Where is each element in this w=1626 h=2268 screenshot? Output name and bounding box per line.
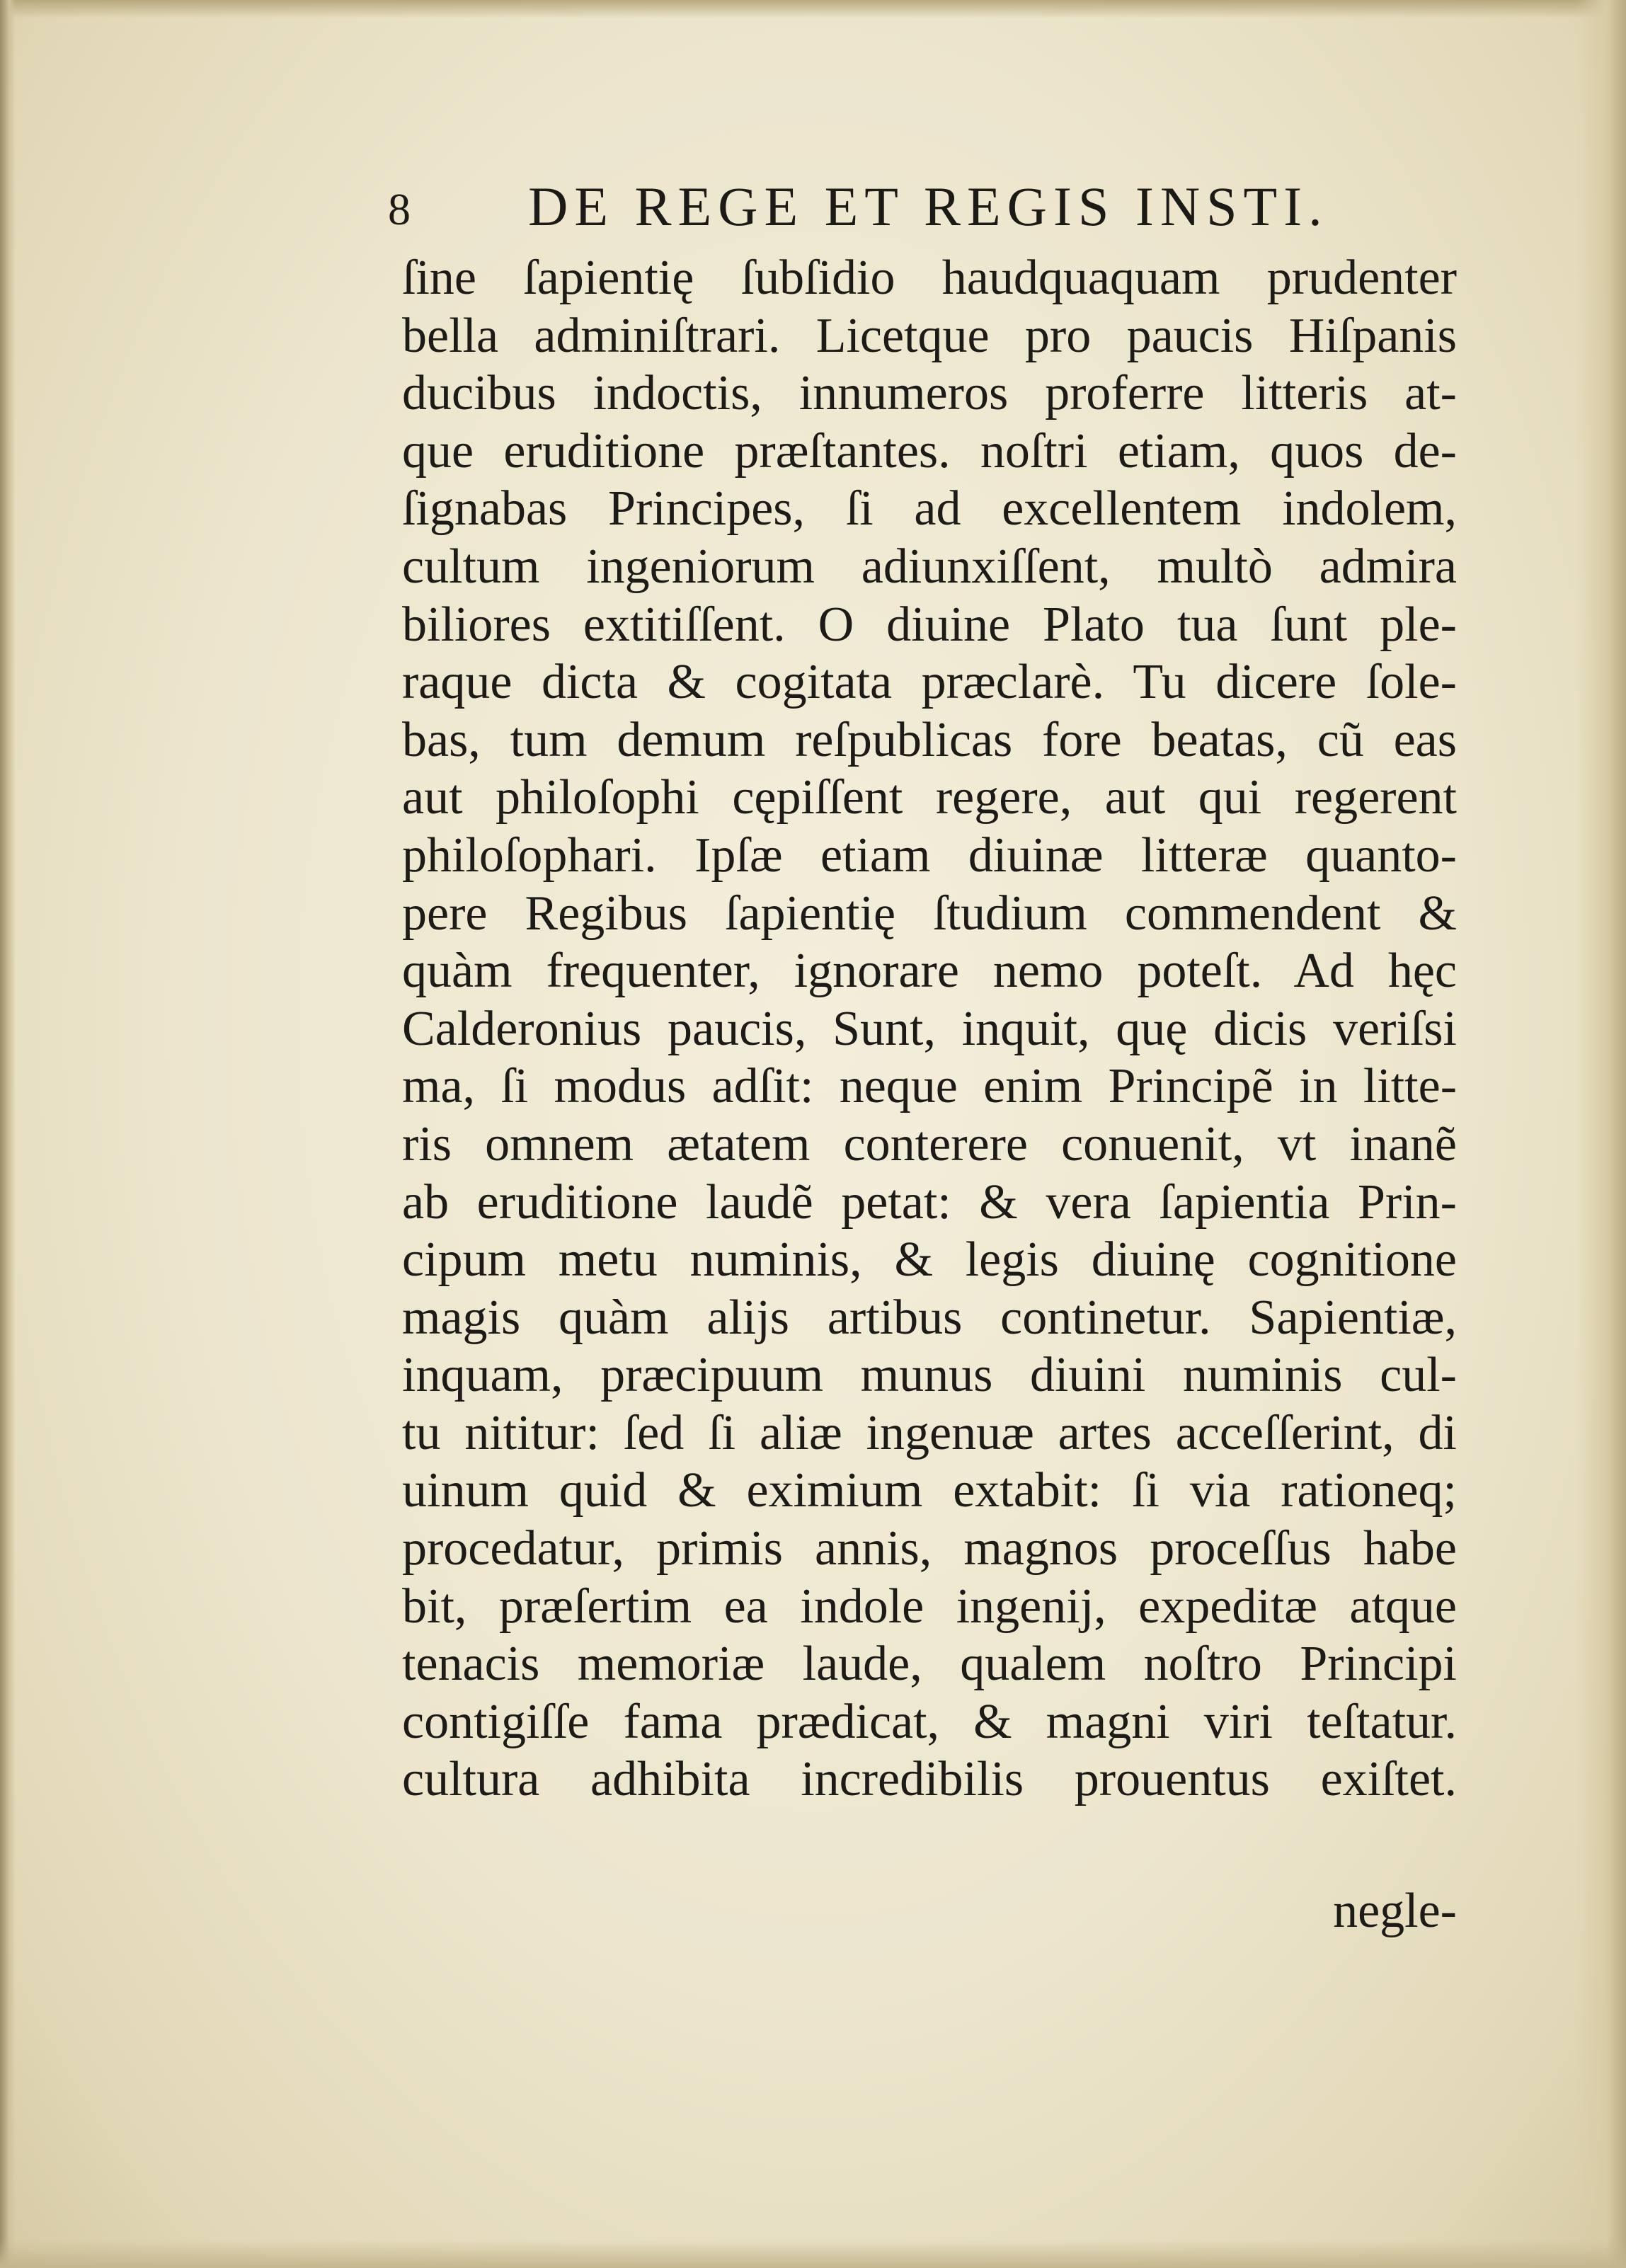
text-line: pere Regibus ſapientię ſtudium commendent & bbox=[402, 886, 1457, 941]
page-edge-top bbox=[0, 0, 1626, 18]
catchword: negle- bbox=[1333, 1884, 1457, 1938]
text-line: quàm frequenter, ignorare nemo poteſt. Ad hęc bbox=[402, 944, 1457, 999]
text-line: Calderonius paucis, Sunt, inquit, quę dicis veriſsi bbox=[402, 1001, 1457, 1056]
text-line: tenacis memoriæ laude, qualem noſtro Principi bbox=[402, 1637, 1457, 1692]
page-header bbox=[388, 168, 1450, 246]
text-line: que eruditione præſtantes. noſtri etiam, quos de- bbox=[402, 423, 1457, 479]
page-edge-left bbox=[0, 0, 16, 2268]
running-title: DE REGE ET REGIS INSTI. bbox=[528, 176, 1329, 237]
body-text bbox=[402, 249, 1457, 1809]
text-line: ris omnem ætatem conterere conuenit, vt inanẽ bbox=[402, 1116, 1457, 1172]
text-line: bit, præſertim ea indole ingenij, expeditæ atque bbox=[402, 1579, 1457, 1634]
text-line: uinum quid & eximium extabit: ſi via rationeq; bbox=[402, 1463, 1457, 1518]
text-line: cipum metu numinis, & legis diuinę cognitione bbox=[402, 1232, 1457, 1288]
text-line: aut philoſophi cępiſſent regere, aut qui regerent bbox=[402, 770, 1457, 825]
text-line: philoſophari. Ipſæ etiam diuinæ litteræ quanto- bbox=[402, 827, 1457, 883]
text-line: cultura adhibita incredibilis prouentus exiſtet. bbox=[402, 1752, 1457, 1807]
text-line: bas, tum demum reſpublicas fore beatas, cũ eas bbox=[402, 712, 1457, 767]
text-line: ducibus indoctis, innumeros proferre litteris at- bbox=[402, 366, 1457, 421]
text-line: ab eruditione laudẽ petat: & vera ſapientia Prin- bbox=[402, 1174, 1457, 1230]
text-line: biliores extitiſſent. O diuine Plato tua ſunt ple- bbox=[402, 597, 1457, 652]
page-edge-right bbox=[1576, 0, 1626, 2268]
text-line: inquam, præcipuum munus diuini numinis cul- bbox=[402, 1348, 1457, 1403]
text-line: ſine ſapientię ſubſidio haudquaquam prudenter bbox=[402, 251, 1457, 305]
page-number: 8 bbox=[388, 184, 411, 234]
text-line: cultum ingeniorum adiunxiſſent, multò admira bbox=[402, 539, 1457, 594]
text-line: ma, ſi modus adſit: neque enim Principẽ in litte- bbox=[402, 1059, 1457, 1114]
text-line: bella adminiſtrari. Licetque pro paucis Hiſpanis bbox=[402, 308, 1457, 363]
page-edge-bottom bbox=[0, 2240, 1626, 2268]
text-line: raque dicta & cogitata præclarè. Tu dicere ſole- bbox=[402, 655, 1457, 710]
text-line: contigiſſe fama prædicat, & magni viri teſtatur. bbox=[402, 1694, 1457, 1749]
text-line: magis quàm alijs artibus continetur. Sapientiæ, bbox=[402, 1290, 1457, 1345]
text-line: ſignabas Principes, ſi ad excellentem indolem, bbox=[402, 481, 1457, 537]
text-line: procedatur, primis annis, magnos proceſſus habe bbox=[402, 1521, 1457, 1576]
text-line: tu nititur: ſed ſi aliæ ingenuæ artes acceſſerint, di bbox=[402, 1405, 1457, 1460]
